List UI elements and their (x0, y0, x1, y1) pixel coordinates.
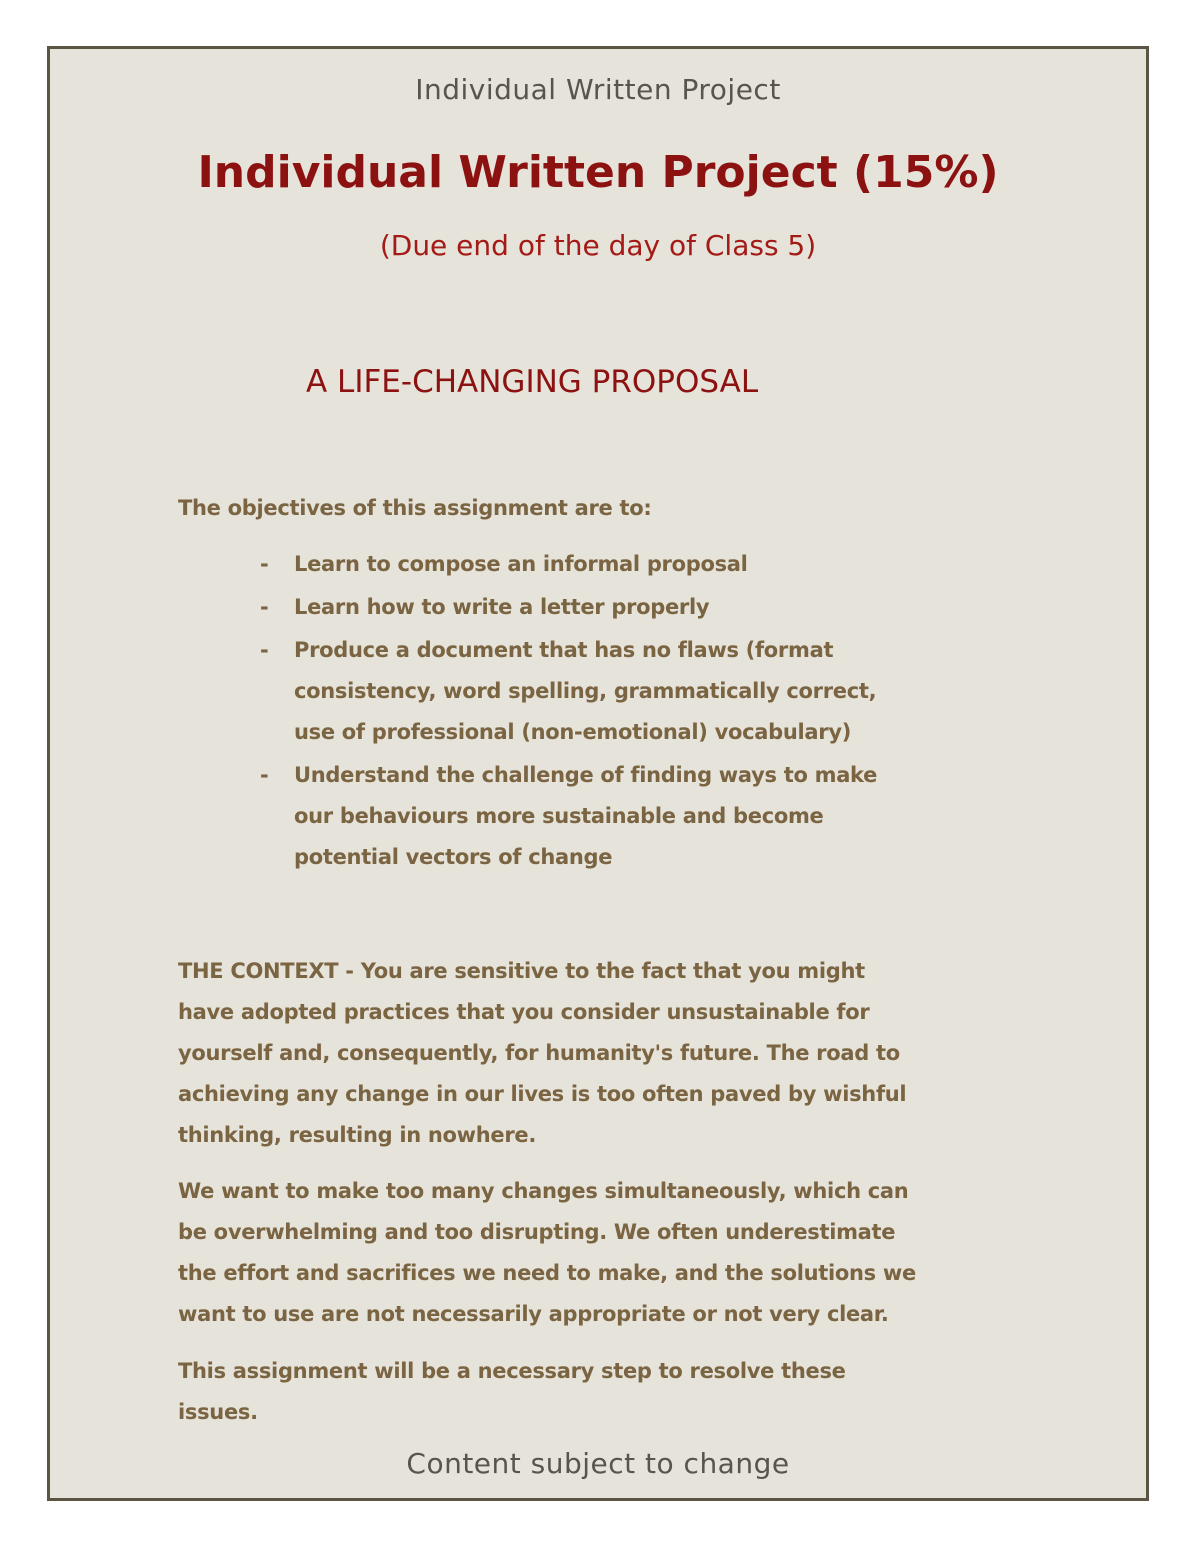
list-item (260, 630, 900, 753)
page-header: Individual Written Project (415, 73, 781, 106)
bullet-dash: - (260, 595, 269, 619)
list-item (260, 544, 900, 585)
bullet-dash: - (260, 638, 269, 662)
objective-text: Understand the challenge of finding ways to make our behaviours more sustainable and become potential vectors of change (294, 763, 878, 869)
objectives-intro: The objectives of this assignment are to: (178, 496, 652, 520)
objective-text: Learn how to write a letter properly (294, 595, 710, 619)
body-paragraph: We want to make too many changes simultaneously, which can be overwhelming and too disrupting. We often underestimate the effort and sacrifices we need to make, and the solutions we want to use are not necessarily appropriate or not very clear. (178, 1179, 916, 1326)
objective-text: Learn to compose an informal proposal (294, 552, 748, 576)
list-item (260, 755, 900, 878)
page-title: Individual Written Project (15%) (197, 147, 999, 198)
section-heading: A LIFE-CHANGING PROPOSAL (306, 364, 759, 400)
page-footer: Content subject to change (406, 1447, 790, 1480)
list-item (260, 587, 900, 628)
document-page (47, 46, 1149, 1501)
objectives-list (260, 544, 900, 880)
bullet-dash: - (260, 552, 269, 576)
objective-text: Produce a document that has no flaws (format consistency, word spelling, grammatically correct, use of professional (non-emotional) vocabulary) (294, 638, 877, 744)
context-paragraph: THE CONTEXT - You are sensitive to the fact that you might have adopted practices that you consider unsustainable for yourself and, consequently, for humanity's future. The road to achieving any change in our lives is too often paved by wishful thinking, resulting in nowhere. (178, 959, 907, 1147)
bullet-dash: - (260, 763, 269, 787)
body-paragraph: This assignment will be a necessary step to resolve these issues. (178, 1359, 846, 1424)
due-date: (Due end of the day of Class 5) (379, 229, 817, 262)
